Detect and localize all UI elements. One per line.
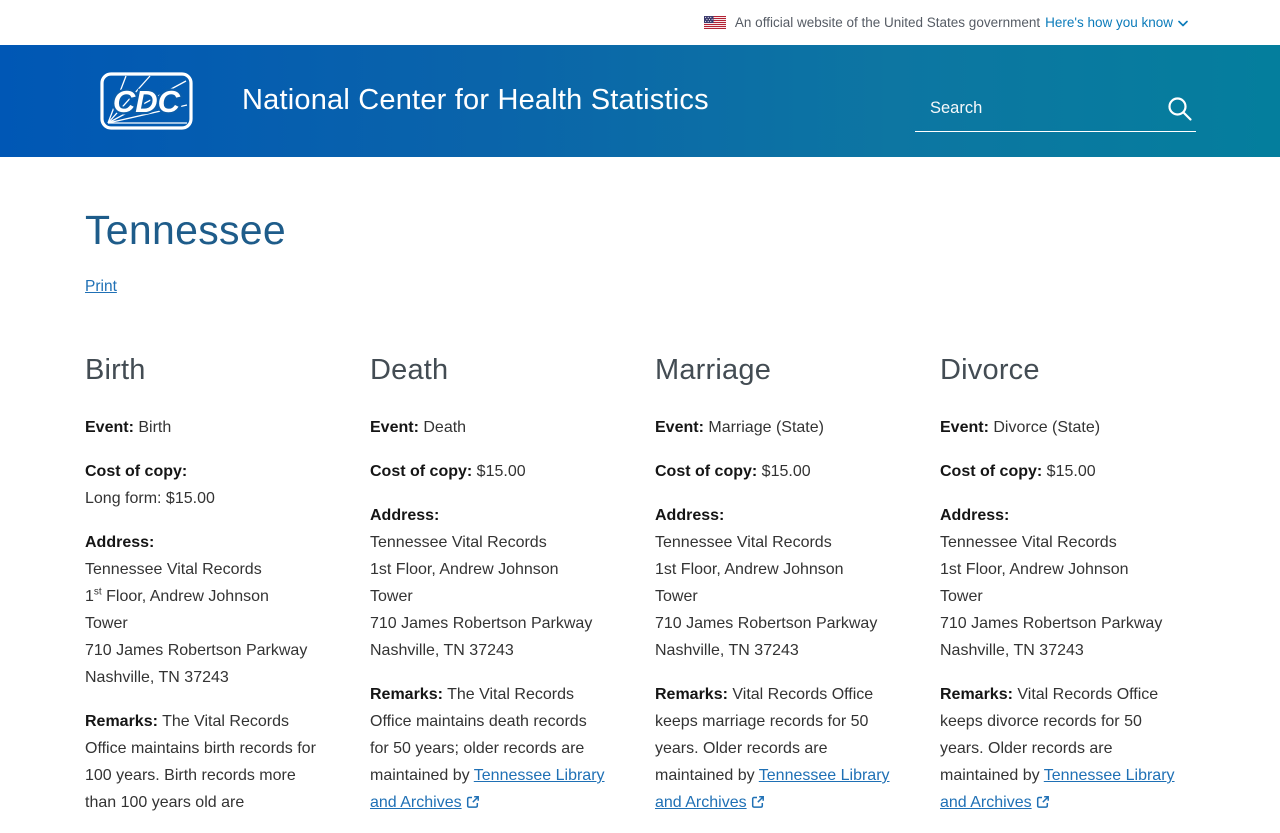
remarks-label: Remarks: xyxy=(940,686,1013,703)
external-link-icon xyxy=(466,795,480,809)
address-line: Tower xyxy=(370,588,413,605)
remarks-label: Remarks: xyxy=(85,713,158,730)
cost-row xyxy=(85,458,322,512)
address-row xyxy=(655,502,892,664)
cost-row xyxy=(655,458,892,485)
address-line: 1st Floor, Andrew Johnson xyxy=(85,586,269,605)
chevron-down-icon xyxy=(1178,20,1188,27)
address-line: 1st Floor, Andrew Johnson xyxy=(370,561,559,578)
remarks-text: Vital Records Office keeps divorce records for 50 years. Older records are maintained by xyxy=(940,686,1159,784)
address-line: 1st Floor, Andrew Johnson xyxy=(655,561,844,578)
main-content xyxy=(0,207,1280,833)
address-row xyxy=(370,502,607,664)
address-line: Tennessee Vital Records xyxy=(655,534,832,551)
record-heading: Death xyxy=(370,354,449,386)
cost-value: $15.00 xyxy=(761,463,811,480)
address-line: Nashville, TN 37243 xyxy=(655,642,799,659)
event-label: Event: xyxy=(940,419,989,436)
gov-banner xyxy=(0,0,1280,45)
remarks-text: Vital Records Office keeps marriage records for 50 years. Older records are maintained by xyxy=(655,686,874,784)
record-column-marriage xyxy=(655,354,892,833)
search-button[interactable] xyxy=(1163,95,1196,122)
address-line: Tower xyxy=(940,588,983,605)
address-line: Tennessee Vital Records xyxy=(370,534,547,551)
remarks-row xyxy=(655,681,892,816)
record-column-birth xyxy=(85,354,322,833)
address-line: Nashville, TN 37243 xyxy=(370,642,514,659)
event-label: Event: xyxy=(85,419,134,436)
event-label: Event: xyxy=(655,419,704,436)
record-heading: Divorce xyxy=(940,354,1040,386)
record-heading: Birth xyxy=(85,354,146,386)
address-label: Address: xyxy=(655,507,725,524)
event-row xyxy=(655,414,892,441)
cost-value: $15.00 xyxy=(476,463,526,480)
remarks-archives-link[interactable]: Tennessee Library and Archives xyxy=(370,767,605,811)
cost-value: $15.00 xyxy=(1046,463,1096,480)
remarks-row xyxy=(370,681,607,816)
address-line: Nashville, TN 37243 xyxy=(85,669,229,686)
cost-row xyxy=(940,458,1177,485)
record-column-death xyxy=(370,354,607,833)
external-link-icon xyxy=(1036,795,1050,809)
event-row xyxy=(940,414,1177,441)
cost-label: Cost of copy: xyxy=(655,463,758,480)
event-row xyxy=(370,414,607,441)
address-line: 710 James Robertson Parkway xyxy=(85,642,308,659)
official-website-text: An official website of the United States government xyxy=(734,15,1041,30)
external-link-icon xyxy=(751,795,765,809)
remarks-label: Remarks: xyxy=(370,686,443,703)
search-input[interactable] xyxy=(915,99,1163,118)
page-title: Tennessee xyxy=(85,207,287,253)
site-title[interactable]: National Center for Health Statistics xyxy=(242,84,709,117)
record-column-divorce xyxy=(940,354,1177,833)
address-line: Tower xyxy=(655,588,698,605)
address-line: Tower xyxy=(85,615,128,632)
event-value: Divorce (State) xyxy=(993,419,1101,436)
cdc-logo[interactable] xyxy=(100,72,193,130)
remarks-archives-link[interactable]: Tennessee Library and Archives xyxy=(655,767,890,811)
cost-label: Cost of copy: xyxy=(370,463,473,480)
record-heading: Marriage xyxy=(655,354,772,386)
event-value: Death xyxy=(423,419,467,436)
cost-extra: Long form: $15.00 xyxy=(85,490,215,507)
address-line: Nashville, TN 37243 xyxy=(940,642,1084,659)
remarks-label: Remarks: xyxy=(655,686,728,703)
site-header xyxy=(0,45,1280,157)
address-line: 710 James Robertson Parkway xyxy=(370,615,593,632)
cost-row xyxy=(370,458,607,485)
event-row xyxy=(85,414,322,441)
address-line: 710 James Robertson Parkway xyxy=(940,615,1163,632)
search-icon xyxy=(1166,95,1193,122)
print-link[interactable]: Print xyxy=(85,278,117,295)
address-line: 710 James Robertson Parkway xyxy=(655,615,878,632)
cdc-logo-text: CDC xyxy=(112,84,181,119)
event-label: Event: xyxy=(370,419,419,436)
event-value: Marriage (State) xyxy=(708,419,824,436)
heres-how-you-know-link[interactable]: Here's how you know xyxy=(1045,15,1188,30)
remarks-text: The Vital Records Office maintains birth records for 100 years. Birth records more than 100 years old are xyxy=(85,713,316,811)
remarks-row xyxy=(940,681,1177,816)
us-flag-icon xyxy=(704,16,726,29)
remarks-text: The Vital Records Office maintains death records for 50 years; older records are maintained by xyxy=(370,686,587,784)
address-line: Tennessee Vital Records xyxy=(85,561,262,578)
address-label: Address: xyxy=(940,507,1010,524)
records-grid xyxy=(85,354,1195,833)
remarks-archives-link[interactable]: Tennessee Library and Archives xyxy=(940,767,1175,811)
address-label: Address: xyxy=(370,507,440,524)
address-row xyxy=(940,502,1177,664)
address-label: Address: xyxy=(85,534,155,551)
event-value: Birth xyxy=(138,419,172,436)
cost-label: Cost of copy: xyxy=(940,463,1043,480)
cost-label: Cost of copy: xyxy=(85,463,188,480)
address-line: 1st Floor, Andrew Johnson xyxy=(940,561,1129,578)
address-line: Tennessee Vital Records xyxy=(940,534,1117,551)
address-row xyxy=(85,529,322,691)
search-bar xyxy=(915,95,1196,132)
